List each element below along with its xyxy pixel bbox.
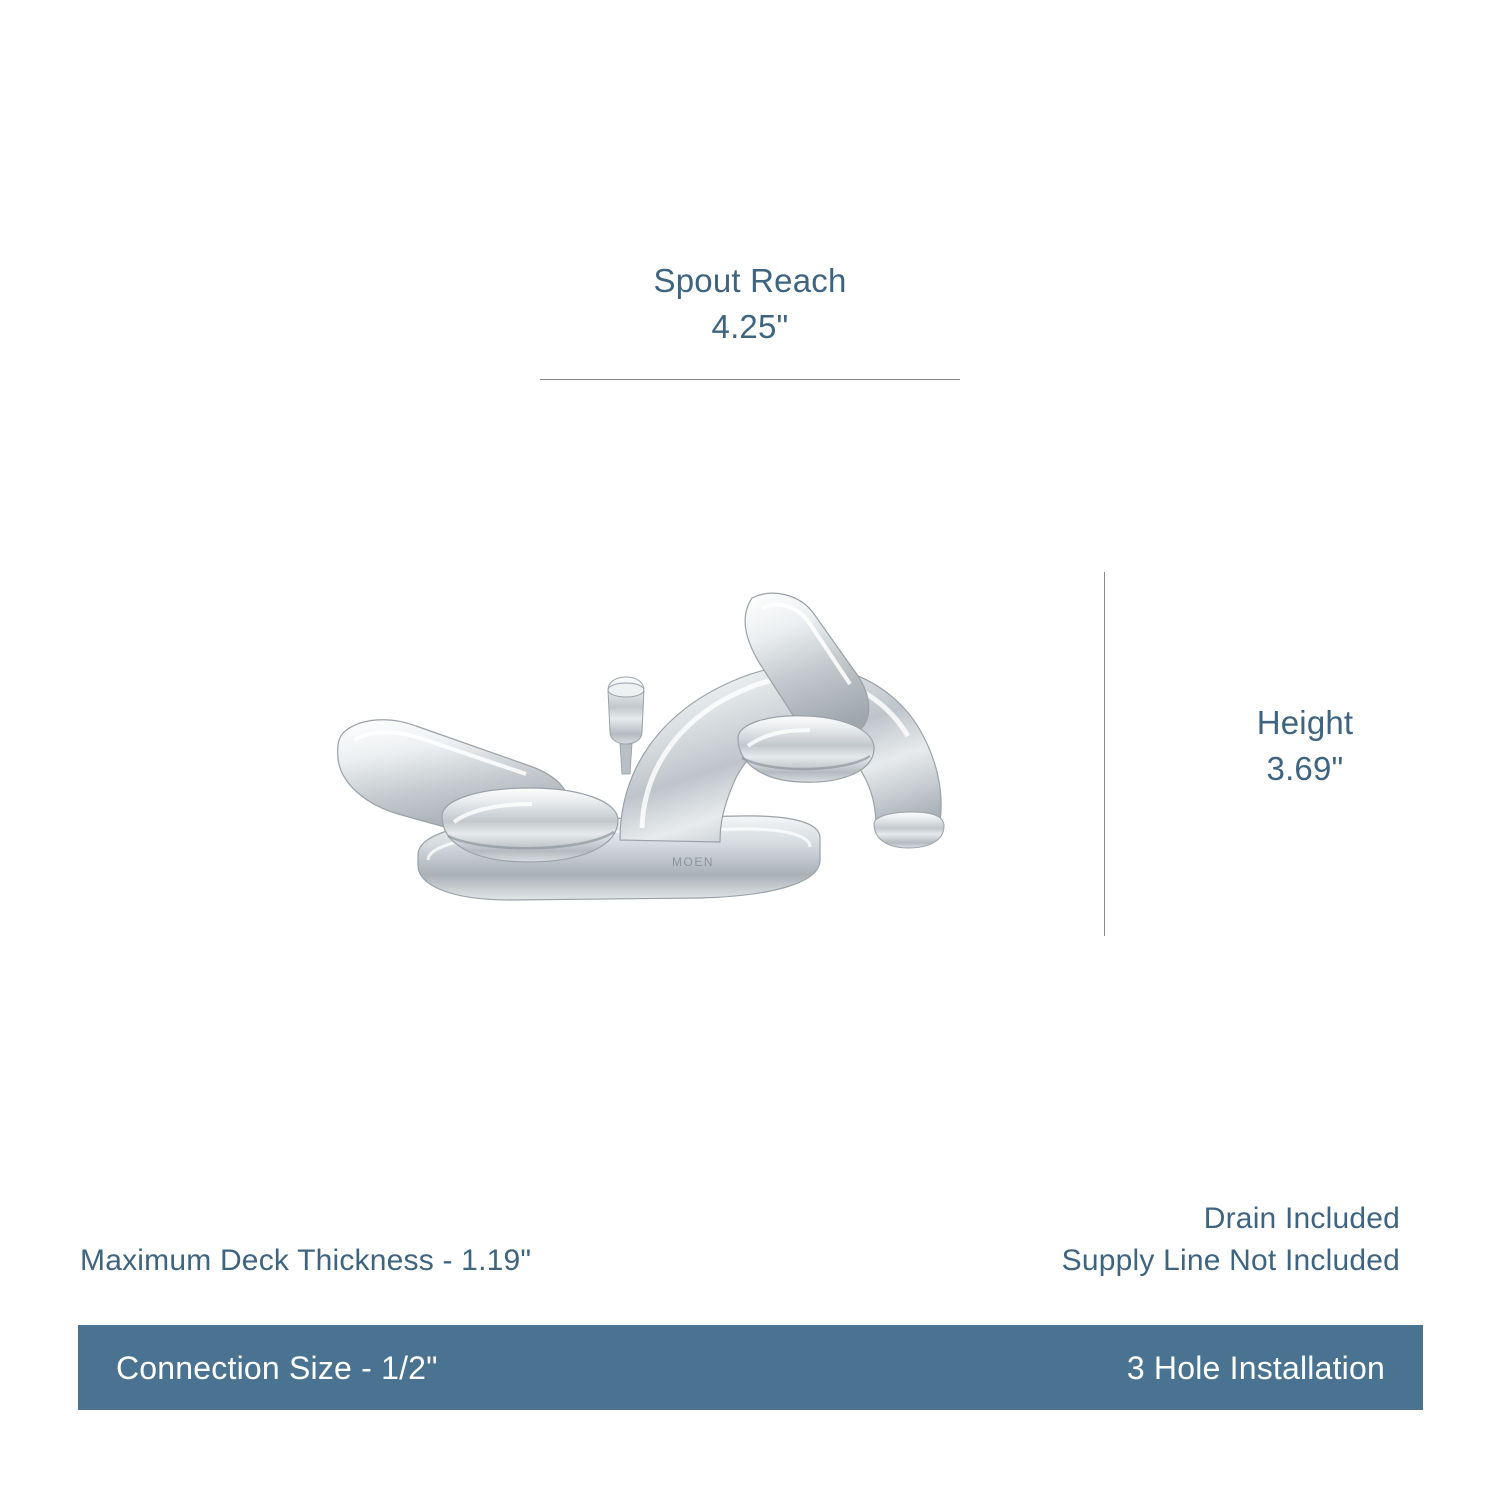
height-value: 3.69" xyxy=(1266,750,1344,787)
spec-bottom-bar xyxy=(78,1325,1423,1410)
drain-included-spec: Drain Included xyxy=(1203,1202,1400,1235)
brand-mark: MOEN xyxy=(672,855,714,869)
height-label: Height xyxy=(1256,704,1354,741)
supply-line-spec: Supply Line Not Included xyxy=(1061,1244,1400,1277)
spout-reach-label: Spout Reach xyxy=(653,262,847,299)
spout-reach-annotation xyxy=(540,258,960,350)
deck-thickness-spec: Maximum Deck Thickness - 1.19" xyxy=(80,1244,532,1277)
height-annotation xyxy=(1140,700,1470,792)
connection-size-spec: Connection Size - 1/2" xyxy=(116,1349,438,1386)
height-measure-line xyxy=(1104,572,1105,936)
spout-reach-measure-line xyxy=(540,379,960,380)
faucet-product-image xyxy=(320,560,980,960)
inclusions-group xyxy=(780,1198,1400,1282)
spout-reach-value: 4.25" xyxy=(711,308,789,345)
installation-spec: 3 Hole Installation xyxy=(1126,1349,1385,1386)
